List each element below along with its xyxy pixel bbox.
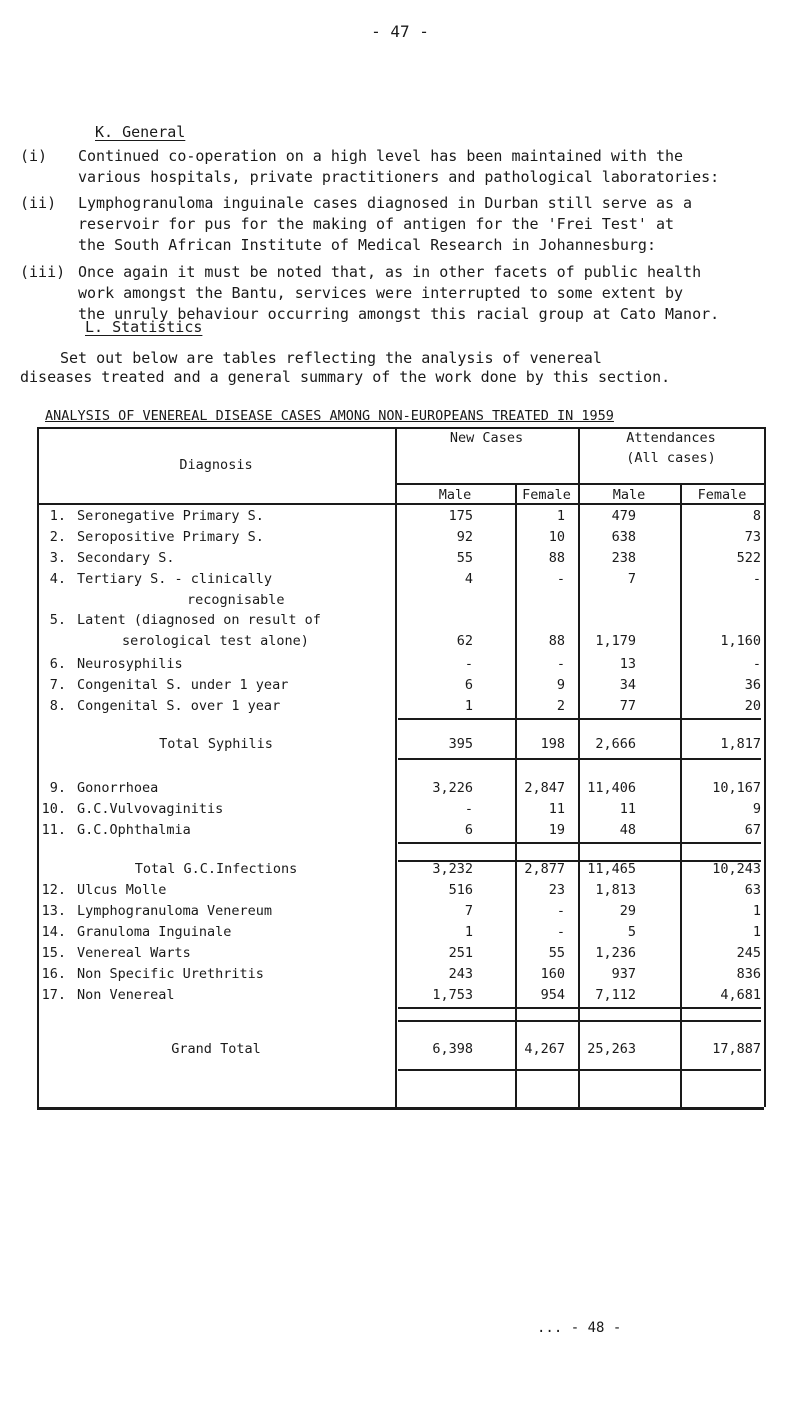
subtotal-line	[398, 842, 761, 844]
row-number: 2.	[49, 529, 66, 545]
row-label: Seronegative Primary S.	[77, 508, 264, 524]
item-text-line: the South African Institute of Medical Research in Johannesburg:	[78, 236, 656, 254]
section-l-intro-line-1: Set out below are tables reflecting the analysis of venereal	[60, 349, 602, 367]
item-number: (iii)	[20, 263, 66, 281]
section-k-heading: K. General	[95, 123, 186, 141]
cell-new-male: 516	[448, 882, 473, 898]
cell-new-male: 62	[456, 633, 473, 649]
cell-att-female: 8	[752, 508, 761, 524]
item-text-line: work amongst the Bantu, services were interrupted to some extent by	[78, 284, 684, 302]
cell-att-male: 638	[611, 529, 636, 545]
cell-att-female: 522	[736, 550, 761, 566]
cell-new-female: -	[556, 571, 565, 587]
row-number: 10.	[41, 801, 66, 817]
cell-new-male: 395	[448, 736, 473, 752]
cell-new-male: 4	[464, 571, 473, 587]
row-label: Granuloma Inguinale	[77, 924, 232, 940]
cell-new-male: 175	[448, 508, 473, 524]
row-label: Secondary S.	[77, 550, 175, 566]
row-label: Ulcus Molle	[77, 882, 167, 898]
cell-att-male: 1,236	[595, 945, 636, 961]
cell-att-male: 11,465	[587, 861, 636, 877]
cell-new-female: 11	[548, 801, 565, 817]
row-label: Neurosyphilis	[77, 656, 183, 672]
row-total-label: Total G.C.Infections	[134, 861, 298, 877]
cell-att-male: 29	[619, 903, 636, 919]
table-header-line	[37, 503, 764, 505]
row-label: G.C.Ophthalmia	[77, 822, 191, 838]
subtotal-line	[398, 718, 761, 720]
cell-att-female: 1,817	[720, 736, 761, 752]
item-number: (i)	[20, 147, 48, 165]
row-number: 6.	[49, 656, 66, 672]
cell-new-female: 2	[556, 698, 565, 714]
header-diagnosis: Diagnosis	[179, 457, 253, 473]
cell-att-male: 48	[619, 822, 636, 838]
table-title: ANALYSIS OF VENEREAL DISEASE CASES AMONG NON-EUROPEANS TREATED IN 1959	[45, 408, 614, 424]
header-new-male: Male	[438, 487, 472, 503]
item-number: (ii)	[20, 194, 57, 212]
row-label: Lymphogranuloma Venereum	[77, 903, 273, 919]
page-number: - 47 -	[371, 22, 429, 41]
cell-att-male: 479	[611, 508, 636, 524]
row-label-continued: recognisable	[187, 592, 285, 608]
row-label: Non Venereal	[77, 987, 175, 1003]
cell-att-female: 73	[744, 529, 761, 545]
cell-new-male: 1,753	[432, 987, 473, 1003]
cell-new-male: 1	[464, 698, 473, 714]
grand-total-line	[398, 1069, 761, 1071]
cell-att-female: 20	[744, 698, 761, 714]
cell-new-female: 160	[540, 966, 565, 982]
row-number: 11.	[41, 822, 66, 838]
cell-new-female: -	[556, 656, 565, 672]
cell-att-male: 937	[611, 966, 636, 982]
cell-att-female: 36	[744, 677, 761, 693]
row-total-label: Grand Total	[171, 1041, 261, 1057]
row-number: 12.	[41, 882, 66, 898]
item-text-line: Continued co-operation on a high level has been maintained with the	[78, 147, 684, 165]
cell-att-female: 1,160	[720, 633, 761, 649]
row-label: Latent (diagnosed on result of	[77, 612, 321, 628]
cell-att-female: -	[752, 571, 761, 587]
cell-new-male: -	[464, 801, 473, 817]
cell-new-male: 6	[464, 822, 473, 838]
row-number: 3.	[49, 550, 66, 566]
row-number: 17.	[41, 987, 66, 1003]
row-number: 4.	[49, 571, 66, 587]
cell-att-female: 1	[752, 903, 761, 919]
row-number: 16.	[41, 966, 66, 982]
cell-att-female: 10,243	[712, 861, 761, 877]
cell-att-male: 11,406	[587, 780, 636, 796]
cell-att-male: 13	[619, 656, 636, 672]
header-att-male: Male	[612, 487, 646, 503]
row-number: 7.	[49, 677, 66, 693]
item-text-line: various hospitals, private practitioners and pathological laboratories:	[78, 168, 720, 186]
cell-new-male: 7	[464, 903, 473, 919]
row-number: 9.	[49, 780, 66, 796]
cell-new-female: 954	[540, 987, 565, 1003]
cell-new-female: 19	[548, 822, 565, 838]
cell-att-female: 9	[752, 801, 761, 817]
cell-att-male: 34	[619, 677, 636, 693]
cell-att-male: 1,179	[595, 633, 636, 649]
cell-new-male: 55	[456, 550, 473, 566]
cell-att-male: 11	[619, 801, 636, 817]
table-border-top	[37, 427, 764, 429]
cell-new-male: 92	[456, 529, 473, 545]
row-label: Congenital S. under 1 year	[77, 677, 289, 693]
cell-att-female: 245	[736, 945, 761, 961]
cell-att-male: 7	[627, 571, 636, 587]
table-border-bottom	[37, 1107, 764, 1110]
cell-att-male: 2,666	[595, 736, 636, 752]
cell-new-male: 243	[448, 966, 473, 982]
cell-att-male: 238	[611, 550, 636, 566]
cell-att-female: 1	[752, 924, 761, 940]
row-number: 5.	[49, 612, 66, 628]
row-total-label: Total Syphilis	[159, 736, 273, 752]
row-number: 8.	[49, 698, 66, 714]
header-new-cases: New Cases	[449, 430, 524, 446]
footer-continuation: ... - 48 -	[537, 1320, 622, 1336]
cell-att-female: 10,167	[712, 780, 761, 796]
cell-new-female: 88	[548, 633, 565, 649]
row-number: 1.	[49, 508, 66, 524]
subtotal-line	[398, 1020, 761, 1022]
cell-new-female: -	[556, 924, 565, 940]
table-subheader-line	[395, 483, 764, 485]
cell-new-female: -	[556, 903, 565, 919]
cell-new-male: 6	[464, 677, 473, 693]
header-attendances-sub: (All cases)	[626, 450, 716, 466]
cell-att-female: 836	[736, 966, 761, 982]
cell-new-male: 251	[448, 945, 473, 961]
cell-new-male: 1	[464, 924, 473, 940]
row-label: Venereal Warts	[77, 945, 191, 961]
item-text-line: Once again it must be noted that, as in other facets of public health	[78, 263, 702, 281]
cell-att-male: 5	[627, 924, 636, 940]
cell-new-female: 23	[548, 882, 565, 898]
cell-new-female: 2,847	[524, 780, 565, 796]
section-l-heading: L. Statistics	[85, 318, 203, 336]
cell-att-male: 7,112	[595, 987, 636, 1003]
row-label: Tertiary S. - clinically	[77, 571, 273, 587]
row-number: 15.	[41, 945, 66, 961]
cell-att-female: -	[752, 656, 761, 672]
cell-att-male: 1,813	[595, 882, 636, 898]
subtotal-line	[398, 758, 761, 760]
cell-new-female: 9	[556, 677, 565, 693]
cell-att-female: 4,681	[720, 987, 761, 1003]
row-label-continued: serological test alone)	[122, 633, 309, 649]
cell-new-female: 1	[556, 508, 565, 524]
row-label: Seropositive Primary S.	[77, 529, 264, 545]
subtotal-line	[398, 1007, 761, 1009]
cell-new-female: 55	[548, 945, 565, 961]
cell-new-female: 88	[548, 550, 565, 566]
cell-new-female: 10	[548, 529, 565, 545]
row-label: Gonorrhoea	[77, 780, 159, 796]
header-att-female: Female	[697, 487, 747, 503]
cell-att-male: 77	[619, 698, 636, 714]
cell-new-male: -	[464, 656, 473, 672]
subtotal-line	[398, 860, 761, 862]
row-label: Non Specific Urethritis	[77, 966, 264, 982]
header-attendances: Attendances	[626, 430, 716, 446]
cell-new-male: 3,232	[432, 861, 473, 877]
cell-new-female: 198	[540, 736, 565, 752]
row-label: G.C.Vulvovaginitis	[77, 801, 224, 817]
row-label: Congenital S. over 1 year	[77, 698, 281, 714]
header-new-female: Female	[522, 487, 571, 503]
cell-att-female: 67	[744, 822, 761, 838]
cell-att-female: 63	[744, 882, 761, 898]
item-text-line: reservoir for pus for the making of antigen for the 'Frei Test' at	[78, 215, 675, 233]
section-l-intro-line-2: diseases treated and a general summary of the work done by this section.	[20, 368, 671, 386]
cell-new-female: 4,267	[524, 1041, 565, 1057]
table-border-right	[764, 427, 766, 1107]
item-text-line: the unruly behaviour occurring amongst this racial group at Cato Manor.	[78, 305, 720, 323]
item-text-line: Lymphogranuloma inguinale cases diagnosed in Durban still serve as a	[78, 194, 693, 212]
cell-new-female: 2,877	[524, 861, 565, 877]
row-number: 14.	[41, 924, 66, 940]
cell-att-female: 17,887	[712, 1041, 761, 1057]
row-number: 13.	[41, 903, 66, 919]
cell-att-male: 25,263	[587, 1041, 636, 1057]
cell-new-male: 3,226	[432, 780, 473, 796]
cell-new-male: 6,398	[432, 1041, 473, 1057]
